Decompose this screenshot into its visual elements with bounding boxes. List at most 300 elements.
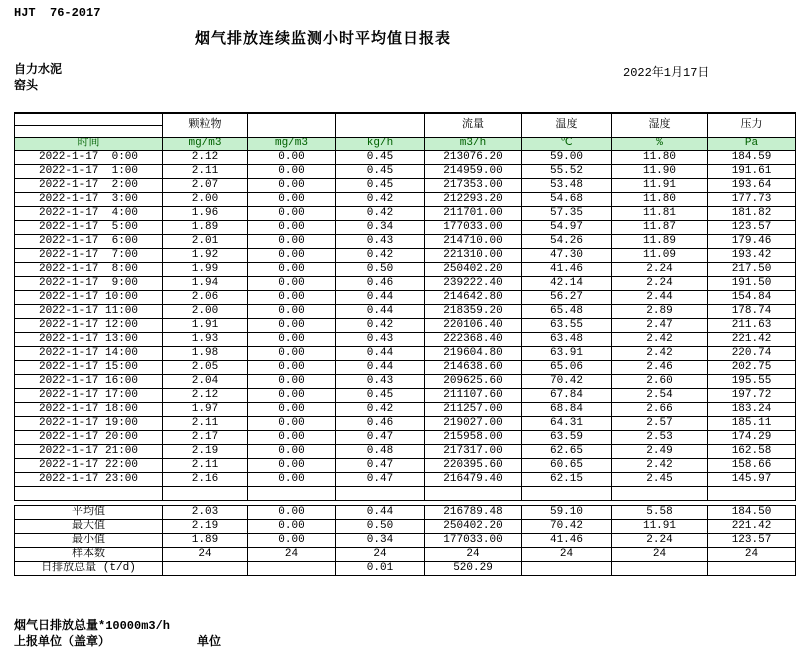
unit-header: mg/m3 <box>163 137 248 150</box>
value-cell: 2.45 <box>612 472 708 486</box>
value-cell: 11.91 <box>612 178 708 192</box>
time-cell: 2022-1-17 19:00 <box>15 416 163 430</box>
value-cell: 0.45 <box>336 178 425 192</box>
table-row <box>15 220 796 234</box>
time-cell: 2022-1-17 15:00 <box>15 360 163 374</box>
time-cell: 2022-1-17 2:00 <box>15 178 163 192</box>
value-cell: 2.11 <box>163 416 248 430</box>
summary-value-cell: 0.00 <box>248 505 336 519</box>
value-cell: 54.26 <box>522 234 612 248</box>
summary-value-cell <box>248 561 336 575</box>
time-cell: 2022-1-17 17:00 <box>15 388 163 402</box>
value-cell: 1.89 <box>163 220 248 234</box>
value-cell: 1.96 <box>163 206 248 220</box>
value-cell: 214638.60 <box>425 360 522 374</box>
value-cell: 0.44 <box>336 290 425 304</box>
value-cell: 191.61 <box>708 164 796 178</box>
value-cell: 0.00 <box>248 206 336 220</box>
value-cell: 11.89 <box>612 234 708 248</box>
unit-header: m3/h <box>425 137 522 150</box>
value-cell: 0.42 <box>336 318 425 332</box>
value-cell: 2.00 <box>163 192 248 206</box>
value-cell: 54.97 <box>522 220 612 234</box>
empty-row <box>15 486 796 500</box>
column-header: 流量 <box>425 113 522 137</box>
time-cell: 2022-1-17 0:00 <box>15 150 163 164</box>
value-cell: 2.05 <box>163 360 248 374</box>
value-cell: 195.55 <box>708 374 796 388</box>
summary-value-cell: 11.91 <box>612 519 708 533</box>
value-cell: 65.48 <box>522 304 612 318</box>
value-cell: 217353.00 <box>425 178 522 192</box>
value-cell: 0.00 <box>248 262 336 276</box>
footer-note: 烟气日排放总量*10000m3/h <box>14 619 171 633</box>
column-header <box>248 113 336 137</box>
value-cell: 239222.40 <box>425 276 522 290</box>
summary-table <box>14 505 796 576</box>
time-cell: 2022-1-17 6:00 <box>15 234 163 248</box>
table-row <box>15 388 796 402</box>
value-cell: 68.84 <box>522 402 612 416</box>
value-cell: 0.00 <box>248 374 336 388</box>
value-cell: 211107.60 <box>425 388 522 402</box>
value-cell: 63.55 <box>522 318 612 332</box>
value-cell: 185.11 <box>708 416 796 430</box>
summary-value-cell <box>708 561 796 575</box>
value-cell: 55.52 <box>522 164 612 178</box>
value-cell: 0.44 <box>336 346 425 360</box>
column-header: 颗粒物 <box>163 113 248 137</box>
summary-value-cell: 0.00 <box>248 519 336 533</box>
value-cell: 11.81 <box>612 206 708 220</box>
value-cell: 0.44 <box>336 360 425 374</box>
value-cell: 0.00 <box>248 388 336 402</box>
value-cell: 2.89 <box>612 304 708 318</box>
value-cell: 2.44 <box>612 290 708 304</box>
value-cell: 2.12 <box>163 150 248 164</box>
summary-value-cell: 24 <box>248 547 336 561</box>
table-row <box>15 164 796 178</box>
summary-value-cell: 2.24 <box>612 533 708 547</box>
time-cell: 2022-1-17 11:00 <box>15 304 163 318</box>
value-cell: 54.68 <box>522 192 612 206</box>
table-row <box>15 332 796 346</box>
value-cell: 211.63 <box>708 318 796 332</box>
value-cell: 2.00 <box>163 304 248 318</box>
value-cell: 222368.40 <box>425 332 522 346</box>
header-row-top <box>15 113 796 125</box>
value-cell: 217317.00 <box>425 444 522 458</box>
summary-value-cell: 0.34 <box>336 533 425 547</box>
time-cell: 2022-1-17 13:00 <box>15 332 163 346</box>
value-cell: 0.00 <box>248 150 336 164</box>
table-row <box>15 416 796 430</box>
summary-value-cell: 70.42 <box>522 519 612 533</box>
empty-cell <box>248 486 336 500</box>
value-cell: 0.45 <box>336 164 425 178</box>
value-cell: 211257.00 <box>425 402 522 416</box>
value-cell: 0.00 <box>248 430 336 444</box>
value-cell: 2.19 <box>163 444 248 458</box>
value-cell: 2.47 <box>612 318 708 332</box>
value-cell: 2.49 <box>612 444 708 458</box>
value-cell: 2.46 <box>612 360 708 374</box>
value-cell: 145.97 <box>708 472 796 486</box>
value-cell: 219027.00 <box>425 416 522 430</box>
empty-cell <box>612 486 708 500</box>
time-cell: 2022-1-17 4:00 <box>15 206 163 220</box>
report-date: 2022年1月17日 <box>623 66 710 80</box>
value-cell: 212293.20 <box>425 192 522 206</box>
value-cell: 2.06 <box>163 290 248 304</box>
value-cell: 2.42 <box>612 458 708 472</box>
value-cell: 53.48 <box>522 178 612 192</box>
table-row <box>15 248 796 262</box>
time-cell: 2022-1-17 7:00 <box>15 248 163 262</box>
value-cell: 0.45 <box>336 388 425 402</box>
summary-value-cell <box>163 561 248 575</box>
empty-cell <box>163 486 248 500</box>
value-cell: 0.44 <box>336 304 425 318</box>
summary-label-cell: 样本数 <box>15 547 163 561</box>
report-table-area <box>14 112 796 576</box>
unit-header: % <box>612 137 708 150</box>
value-cell: 181.82 <box>708 206 796 220</box>
value-cell: 0.46 <box>336 416 425 430</box>
value-cell: 2.60 <box>612 374 708 388</box>
value-cell: 213076.20 <box>425 150 522 164</box>
value-cell: 191.50 <box>708 276 796 290</box>
summary-row <box>15 519 796 533</box>
summary-value-cell: 2.03 <box>163 505 248 519</box>
corner-cell-top <box>15 113 163 125</box>
value-cell: 220.74 <box>708 346 796 360</box>
value-cell: 250402.20 <box>425 262 522 276</box>
value-cell: 0.50 <box>336 262 425 276</box>
value-cell: 218359.20 <box>425 304 522 318</box>
summary-label-cell: 最小值 <box>15 533 163 547</box>
value-cell: 0.47 <box>336 472 425 486</box>
value-cell: 183.24 <box>708 402 796 416</box>
hourly-rows <box>15 150 796 486</box>
summary-row <box>15 561 796 575</box>
table-row <box>15 234 796 248</box>
time-cell: 2022-1-17 10:00 <box>15 290 163 304</box>
value-cell: 1.91 <box>163 318 248 332</box>
table-row <box>15 290 796 304</box>
value-cell: 0.43 <box>336 332 425 346</box>
value-cell: 63.91 <box>522 346 612 360</box>
table-row <box>15 458 796 472</box>
summary-value-cell: 0.01 <box>336 561 425 575</box>
value-cell: 174.29 <box>708 430 796 444</box>
value-cell: 214710.00 <box>425 234 522 248</box>
summary-row <box>15 505 796 519</box>
value-cell: 197.72 <box>708 388 796 402</box>
summary-value-cell: 0.44 <box>336 505 425 519</box>
value-cell: 221310.00 <box>425 248 522 262</box>
value-cell: 63.59 <box>522 430 612 444</box>
summary-value-cell: 250402.20 <box>425 519 522 533</box>
value-cell: 209625.60 <box>425 374 522 388</box>
corner-cell-bottom <box>15 125 163 137</box>
value-cell: 1.94 <box>163 276 248 290</box>
time-cell: 2022-1-17 1:00 <box>15 164 163 178</box>
value-cell: 211701.00 <box>425 206 522 220</box>
value-cell: 0.42 <box>336 192 425 206</box>
value-cell: 178.74 <box>708 304 796 318</box>
value-cell: 0.00 <box>248 192 336 206</box>
value-cell: 154.84 <box>708 290 796 304</box>
value-cell: 2.11 <box>163 458 248 472</box>
value-cell: 123.57 <box>708 220 796 234</box>
page-title: 烟气排放连续监测小时平均值日报表 <box>195 31 452 48</box>
summary-row <box>15 547 796 561</box>
value-cell: 2.24 <box>612 276 708 290</box>
value-cell: 0.45 <box>336 150 425 164</box>
value-cell: 162.58 <box>708 444 796 458</box>
time-column-header: 时间 <box>15 137 163 150</box>
value-cell: 11.09 <box>612 248 708 262</box>
summary-label-cell: 平均值 <box>15 505 163 519</box>
summary-value-cell: 216789.48 <box>425 505 522 519</box>
value-cell: 177033.00 <box>425 220 522 234</box>
time-cell: 2022-1-17 3:00 <box>15 192 163 206</box>
value-cell: 62.65 <box>522 444 612 458</box>
summary-value-cell: 24 <box>612 547 708 561</box>
table-row <box>15 150 796 164</box>
summary-value-cell: 221.42 <box>708 519 796 533</box>
value-cell: 0.00 <box>248 416 336 430</box>
value-cell: 2.07 <box>163 178 248 192</box>
summary-value-cell: 24 <box>163 547 248 561</box>
value-cell: 11.87 <box>612 220 708 234</box>
unit-header: mg/m3 <box>248 137 336 150</box>
summary-label-cell: 日排放总量 (t/d) <box>15 561 163 575</box>
summary-value-cell: 41.46 <box>522 533 612 547</box>
value-cell: 0.00 <box>248 164 336 178</box>
value-cell: 64.31 <box>522 416 612 430</box>
column-header: 压力 <box>708 113 796 137</box>
empty-cell <box>15 486 163 500</box>
value-cell: 2.66 <box>612 402 708 416</box>
unit-label: 单位 <box>197 635 222 649</box>
value-cell: 220395.60 <box>425 458 522 472</box>
value-cell: 0.00 <box>248 248 336 262</box>
value-cell: 1.92 <box>163 248 248 262</box>
table-row <box>15 206 796 220</box>
value-cell: 202.75 <box>708 360 796 374</box>
value-cell: 0.43 <box>336 374 425 388</box>
value-cell: 2.17 <box>163 430 248 444</box>
table-row <box>15 444 796 458</box>
table-row <box>15 318 796 332</box>
value-cell: 177.73 <box>708 192 796 206</box>
summary-value-cell: 0.50 <box>336 519 425 533</box>
value-cell: 214959.00 <box>425 164 522 178</box>
value-cell: 184.59 <box>708 150 796 164</box>
value-cell: 0.47 <box>336 458 425 472</box>
value-cell: 60.65 <box>522 458 612 472</box>
value-cell: 2.04 <box>163 374 248 388</box>
value-cell: 2.53 <box>612 430 708 444</box>
summary-value-cell: 123.57 <box>708 533 796 547</box>
value-cell: 0.00 <box>248 318 336 332</box>
value-cell: 67.84 <box>522 388 612 402</box>
column-header: 温度 <box>522 113 612 137</box>
empty-cell <box>336 486 425 500</box>
empty-cell <box>708 486 796 500</box>
table-row <box>15 472 796 486</box>
value-cell: 2.57 <box>612 416 708 430</box>
summary-value-cell: 5.58 <box>612 505 708 519</box>
unit-header: kg/h <box>336 137 425 150</box>
empty-cell <box>522 486 612 500</box>
summary-value-cell: 1.89 <box>163 533 248 547</box>
value-cell: 2.42 <box>612 346 708 360</box>
time-cell: 2022-1-17 21:00 <box>15 444 163 458</box>
table-row <box>15 178 796 192</box>
time-cell: 2022-1-17 8:00 <box>15 262 163 276</box>
value-cell: 0.00 <box>248 304 336 318</box>
value-cell: 215958.00 <box>425 430 522 444</box>
time-cell: 2022-1-17 5:00 <box>15 220 163 234</box>
doc-code: HJT 76-2017 <box>14 6 101 20</box>
table-row <box>15 262 796 276</box>
table-row <box>15 346 796 360</box>
value-cell: 0.00 <box>248 402 336 416</box>
value-cell: 42.14 <box>522 276 612 290</box>
value-cell: 219604.80 <box>425 346 522 360</box>
column-header <box>336 113 425 137</box>
value-cell: 11.90 <box>612 164 708 178</box>
value-cell: 0.34 <box>336 220 425 234</box>
value-cell: 2.54 <box>612 388 708 402</box>
value-cell: 63.48 <box>522 332 612 346</box>
summary-value-cell: 24 <box>336 547 425 561</box>
value-cell: 1.97 <box>163 402 248 416</box>
table-row <box>15 360 796 374</box>
value-cell: 0.00 <box>248 346 336 360</box>
value-cell: 65.06 <box>522 360 612 374</box>
value-cell: 11.80 <box>612 150 708 164</box>
value-cell: 193.64 <box>708 178 796 192</box>
value-cell: 0.43 <box>336 234 425 248</box>
summary-value-cell <box>612 561 708 575</box>
value-cell: 41.46 <box>522 262 612 276</box>
value-cell: 70.42 <box>522 374 612 388</box>
column-header: 湿度 <box>612 113 708 137</box>
table-row <box>15 304 796 318</box>
hourly-table <box>14 112 796 501</box>
value-cell: 2.42 <box>612 332 708 346</box>
value-cell: 193.42 <box>708 248 796 262</box>
value-cell: 56.27 <box>522 290 612 304</box>
time-cell: 2022-1-17 14:00 <box>15 346 163 360</box>
table-row <box>15 430 796 444</box>
value-cell: 0.42 <box>336 402 425 416</box>
value-cell: 0.42 <box>336 248 425 262</box>
value-cell: 214642.80 <box>425 290 522 304</box>
value-cell: 59.00 <box>522 150 612 164</box>
time-cell: 2022-1-17 16:00 <box>15 374 163 388</box>
summary-value-cell: 184.50 <box>708 505 796 519</box>
value-cell: 2.11 <box>163 164 248 178</box>
value-cell: 220106.40 <box>425 318 522 332</box>
value-cell: 0.00 <box>248 458 336 472</box>
summary-value-cell: 2.19 <box>163 519 248 533</box>
value-cell: 1.98 <box>163 346 248 360</box>
value-cell: 0.00 <box>248 234 336 248</box>
value-cell: 179.46 <box>708 234 796 248</box>
table-row <box>15 374 796 388</box>
value-cell: 0.00 <box>248 178 336 192</box>
table-row <box>15 276 796 290</box>
value-cell: 158.66 <box>708 458 796 472</box>
report-unit-label: 上报单位（盖章） <box>14 635 111 649</box>
value-cell: 47.30 <box>522 248 612 262</box>
header-rows <box>15 113 796 150</box>
value-cell: 0.00 <box>248 332 336 346</box>
time-cell: 2022-1-17 18:00 <box>15 402 163 416</box>
value-cell: 0.00 <box>248 276 336 290</box>
time-cell: 2022-1-17 12:00 <box>15 318 163 332</box>
summary-row <box>15 533 796 547</box>
value-cell: 0.48 <box>336 444 425 458</box>
summary-value-cell <box>522 561 612 575</box>
table-row <box>15 402 796 416</box>
time-cell: 2022-1-17 9:00 <box>15 276 163 290</box>
value-cell: 1.93 <box>163 332 248 346</box>
value-cell: 0.00 <box>248 472 336 486</box>
value-cell: 2.24 <box>612 262 708 276</box>
summary-value-cell: 177033.00 <box>425 533 522 547</box>
unit-header: Pa <box>708 137 796 150</box>
value-cell: 0.00 <box>248 360 336 374</box>
value-cell: 217.50 <box>708 262 796 276</box>
empty-cell <box>425 486 522 500</box>
value-cell: 0.46 <box>336 276 425 290</box>
value-cell: 0.00 <box>248 444 336 458</box>
time-cell: 2022-1-17 23:00 <box>15 472 163 486</box>
value-cell: 57.35 <box>522 206 612 220</box>
summary-value-cell: 24 <box>425 547 522 561</box>
summary-value-cell: 0.00 <box>248 533 336 547</box>
value-cell: 2.16 <box>163 472 248 486</box>
value-cell: 11.80 <box>612 192 708 206</box>
time-cell: 2022-1-17 20:00 <box>15 430 163 444</box>
value-cell: 0.00 <box>248 220 336 234</box>
table-row <box>15 192 796 206</box>
summary-value-cell: 24 <box>522 547 612 561</box>
company-name: 自力水泥 <box>14 63 63 77</box>
time-cell: 2022-1-17 22:00 <box>15 458 163 472</box>
unit-header: ℃ <box>522 137 612 150</box>
value-cell: 2.12 <box>163 388 248 402</box>
summary-value-cell: 59.10 <box>522 505 612 519</box>
summary-value-cell: 24 <box>708 547 796 561</box>
value-cell: 62.15 <box>522 472 612 486</box>
value-cell: 221.42 <box>708 332 796 346</box>
summary-value-cell: 520.29 <box>425 561 522 575</box>
spacer-body <box>15 486 796 500</box>
value-cell: 0.47 <box>336 430 425 444</box>
summary-rows <box>15 505 796 575</box>
value-cell: 2.01 <box>163 234 248 248</box>
unit-header-row <box>15 137 796 150</box>
value-cell: 216479.40 <box>425 472 522 486</box>
value-cell: 0.00 <box>248 290 336 304</box>
